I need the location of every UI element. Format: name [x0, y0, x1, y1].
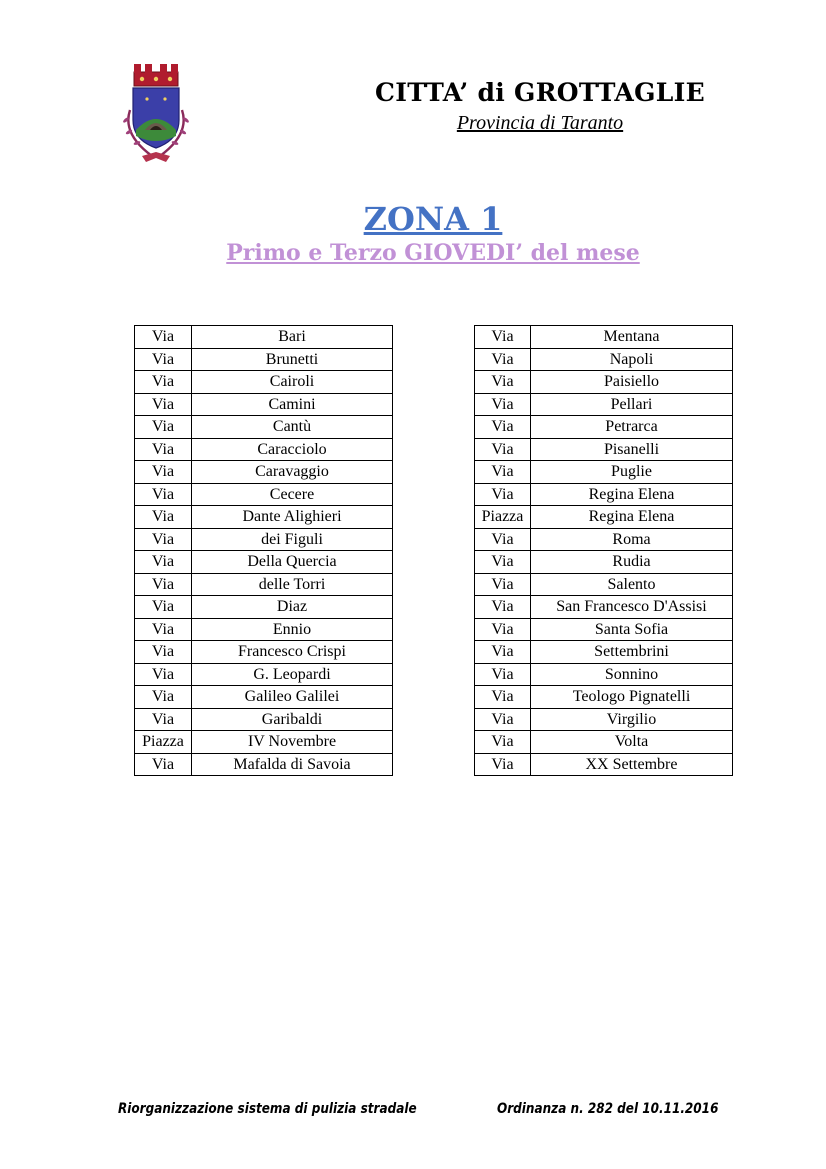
- street-type-cell: Via: [475, 731, 531, 754]
- table-row: [135, 393, 393, 416]
- street-type-cell: Via: [475, 371, 531, 394]
- street-type-cell: Via: [135, 641, 192, 664]
- street-type-cell: Via: [475, 483, 531, 506]
- street-type-cell: Via: [475, 753, 531, 776]
- street-name-cell: Paisiello: [531, 371, 733, 394]
- street-type-cell: Via: [475, 596, 531, 619]
- street-type-cell: Via: [135, 416, 192, 439]
- table-row: [475, 371, 733, 394]
- street-name-cell: Francesco Crispi: [192, 641, 393, 664]
- street-type-cell: Via: [135, 528, 192, 551]
- table-row: [135, 461, 393, 484]
- street-type-cell: Via: [475, 618, 531, 641]
- street-name-cell: Santa Sofia: [531, 618, 733, 641]
- street-type-cell: Via: [135, 348, 192, 371]
- street-type-cell: Via: [475, 551, 531, 574]
- table-row: [475, 663, 733, 686]
- street-type-cell: Via: [135, 596, 192, 619]
- table-row: [475, 528, 733, 551]
- street-type-cell: Via: [135, 326, 192, 349]
- street-name-cell: Napoli: [531, 348, 733, 371]
- street-type-cell: Via: [475, 686, 531, 709]
- table-row: [475, 506, 733, 529]
- street-name-cell: dei Figuli: [192, 528, 393, 551]
- table-row: [475, 731, 733, 754]
- table-row: [475, 416, 733, 439]
- street-name-cell: Sonnino: [531, 663, 733, 686]
- street-type-cell: Via: [135, 753, 192, 776]
- street-name-cell: Roma: [531, 528, 733, 551]
- table-row: [475, 596, 733, 619]
- street-name-cell: Mafalda di Savoia: [192, 753, 393, 776]
- table-row: [135, 483, 393, 506]
- street-name-cell: Cairoli: [192, 371, 393, 394]
- street-name-cell: San Francesco D'Assisi: [531, 596, 733, 619]
- street-type-cell: Via: [135, 438, 192, 461]
- street-name-cell: Volta: [531, 731, 733, 754]
- street-name-cell: Regina Elena: [531, 483, 733, 506]
- street-name-cell: Caracciolo: [192, 438, 393, 461]
- table-row: [475, 618, 733, 641]
- table-row: [475, 393, 733, 416]
- street-name-cell: XX Settembre: [531, 753, 733, 776]
- zone-schedule: Primo e Terzo GIOVEDI’ del mese: [226, 240, 640, 266]
- footer-description: Riorganizzazione sistema di pulizia stradale: [118, 1101, 417, 1117]
- street-type-cell: Via: [475, 641, 531, 664]
- street-name-cell: Brunetti: [192, 348, 393, 371]
- table-row: [135, 371, 393, 394]
- table-row: [135, 618, 393, 641]
- street-name-cell: Garibaldi: [192, 708, 393, 731]
- table-row: [475, 438, 733, 461]
- table-row: [135, 348, 393, 371]
- table-row: [135, 326, 393, 349]
- table-row: [135, 641, 393, 664]
- street-name-cell: Teologo Pignatelli: [531, 686, 733, 709]
- street-name-cell: Salento: [531, 573, 733, 596]
- table-row: [135, 596, 393, 619]
- table-row: [475, 686, 733, 709]
- street-name-cell: Pisanelli: [531, 438, 733, 461]
- street-type-cell: Via: [475, 708, 531, 731]
- street-type-cell: Via: [475, 326, 531, 349]
- street-type-cell: Via: [475, 573, 531, 596]
- street-name-cell: Cecere: [192, 483, 393, 506]
- street-type-cell: Via: [475, 438, 531, 461]
- street-type-cell: Via: [135, 483, 192, 506]
- street-type-cell: Piazza: [135, 731, 192, 754]
- street-type-cell: Via: [475, 461, 531, 484]
- street-name-cell: Cantù: [192, 416, 393, 439]
- street-name-cell: G. Leopardi: [192, 663, 393, 686]
- street-table-right: [474, 325, 733, 776]
- street-type-cell: Via: [135, 618, 192, 641]
- street-type-cell: Via: [475, 663, 531, 686]
- street-name-cell: Camini: [192, 393, 393, 416]
- street-type-cell: Via: [135, 686, 192, 709]
- street-type-cell: Via: [135, 371, 192, 394]
- table-row: [475, 708, 733, 731]
- street-name-cell: Ennio: [192, 618, 393, 641]
- street-type-cell: Via: [475, 416, 531, 439]
- street-type-cell: Via: [135, 506, 192, 529]
- street-name-cell: Bari: [192, 326, 393, 349]
- street-name-cell: Dante Alighieri: [192, 506, 393, 529]
- table-row: [475, 483, 733, 506]
- street-type-cell: Via: [135, 551, 192, 574]
- table-row: [475, 573, 733, 596]
- table-row: [135, 708, 393, 731]
- table-row: [135, 506, 393, 529]
- street-name-cell: Diaz: [192, 596, 393, 619]
- table-row: [135, 416, 393, 439]
- street-type-cell: Via: [135, 461, 192, 484]
- city-title: CITTA’ di GROTTAGLIE: [375, 78, 705, 107]
- street-name-cell: Virgilio: [531, 708, 733, 731]
- street-type-cell: Via: [135, 708, 192, 731]
- table-row: [475, 753, 733, 776]
- table-row: [475, 641, 733, 664]
- table-row: [135, 731, 393, 754]
- footer-ordinance: Ordinanza n. 282 del 10.11.2016: [497, 1101, 719, 1117]
- table-row: [135, 753, 393, 776]
- table-row: [475, 461, 733, 484]
- street-type-cell: Piazza: [475, 506, 531, 529]
- street-table-left: [134, 325, 393, 776]
- street-type-cell: Via: [475, 528, 531, 551]
- table-row: [135, 551, 393, 574]
- table-row: [135, 686, 393, 709]
- street-type-cell: Via: [475, 348, 531, 371]
- street-type-cell: Via: [135, 573, 192, 596]
- street-type-cell: Via: [475, 393, 531, 416]
- province-subtitle: Provincia di Taranto: [456, 112, 624, 134]
- street-name-cell: Puglie: [531, 461, 733, 484]
- street-name-cell: Pellari: [531, 393, 733, 416]
- street-name-cell: Mentana: [531, 326, 733, 349]
- table-row: [135, 528, 393, 551]
- street-name-cell: Settembrini: [531, 641, 733, 664]
- table-row: [475, 551, 733, 574]
- street-name-cell: Petrarca: [531, 416, 733, 439]
- zone-title: ZONA 1: [363, 200, 503, 238]
- table-row: [475, 348, 733, 371]
- street-name-cell: IV Novembre: [192, 731, 393, 754]
- street-name-cell: Galileo Galilei: [192, 686, 393, 709]
- table-row: [135, 438, 393, 461]
- street-name-cell: Rudia: [531, 551, 733, 574]
- coat-of-arms-emblem: [116, 58, 196, 166]
- street-name-cell: delle Torri: [192, 573, 393, 596]
- street-name-cell: Regina Elena: [531, 506, 733, 529]
- street-name-cell: Della Quercia: [192, 551, 393, 574]
- table-row: [135, 663, 393, 686]
- street-type-cell: Via: [135, 663, 192, 686]
- street-name-cell: Caravaggio: [192, 461, 393, 484]
- table-row: [135, 573, 393, 596]
- table-row: [475, 326, 733, 349]
- street-type-cell: Via: [135, 393, 192, 416]
